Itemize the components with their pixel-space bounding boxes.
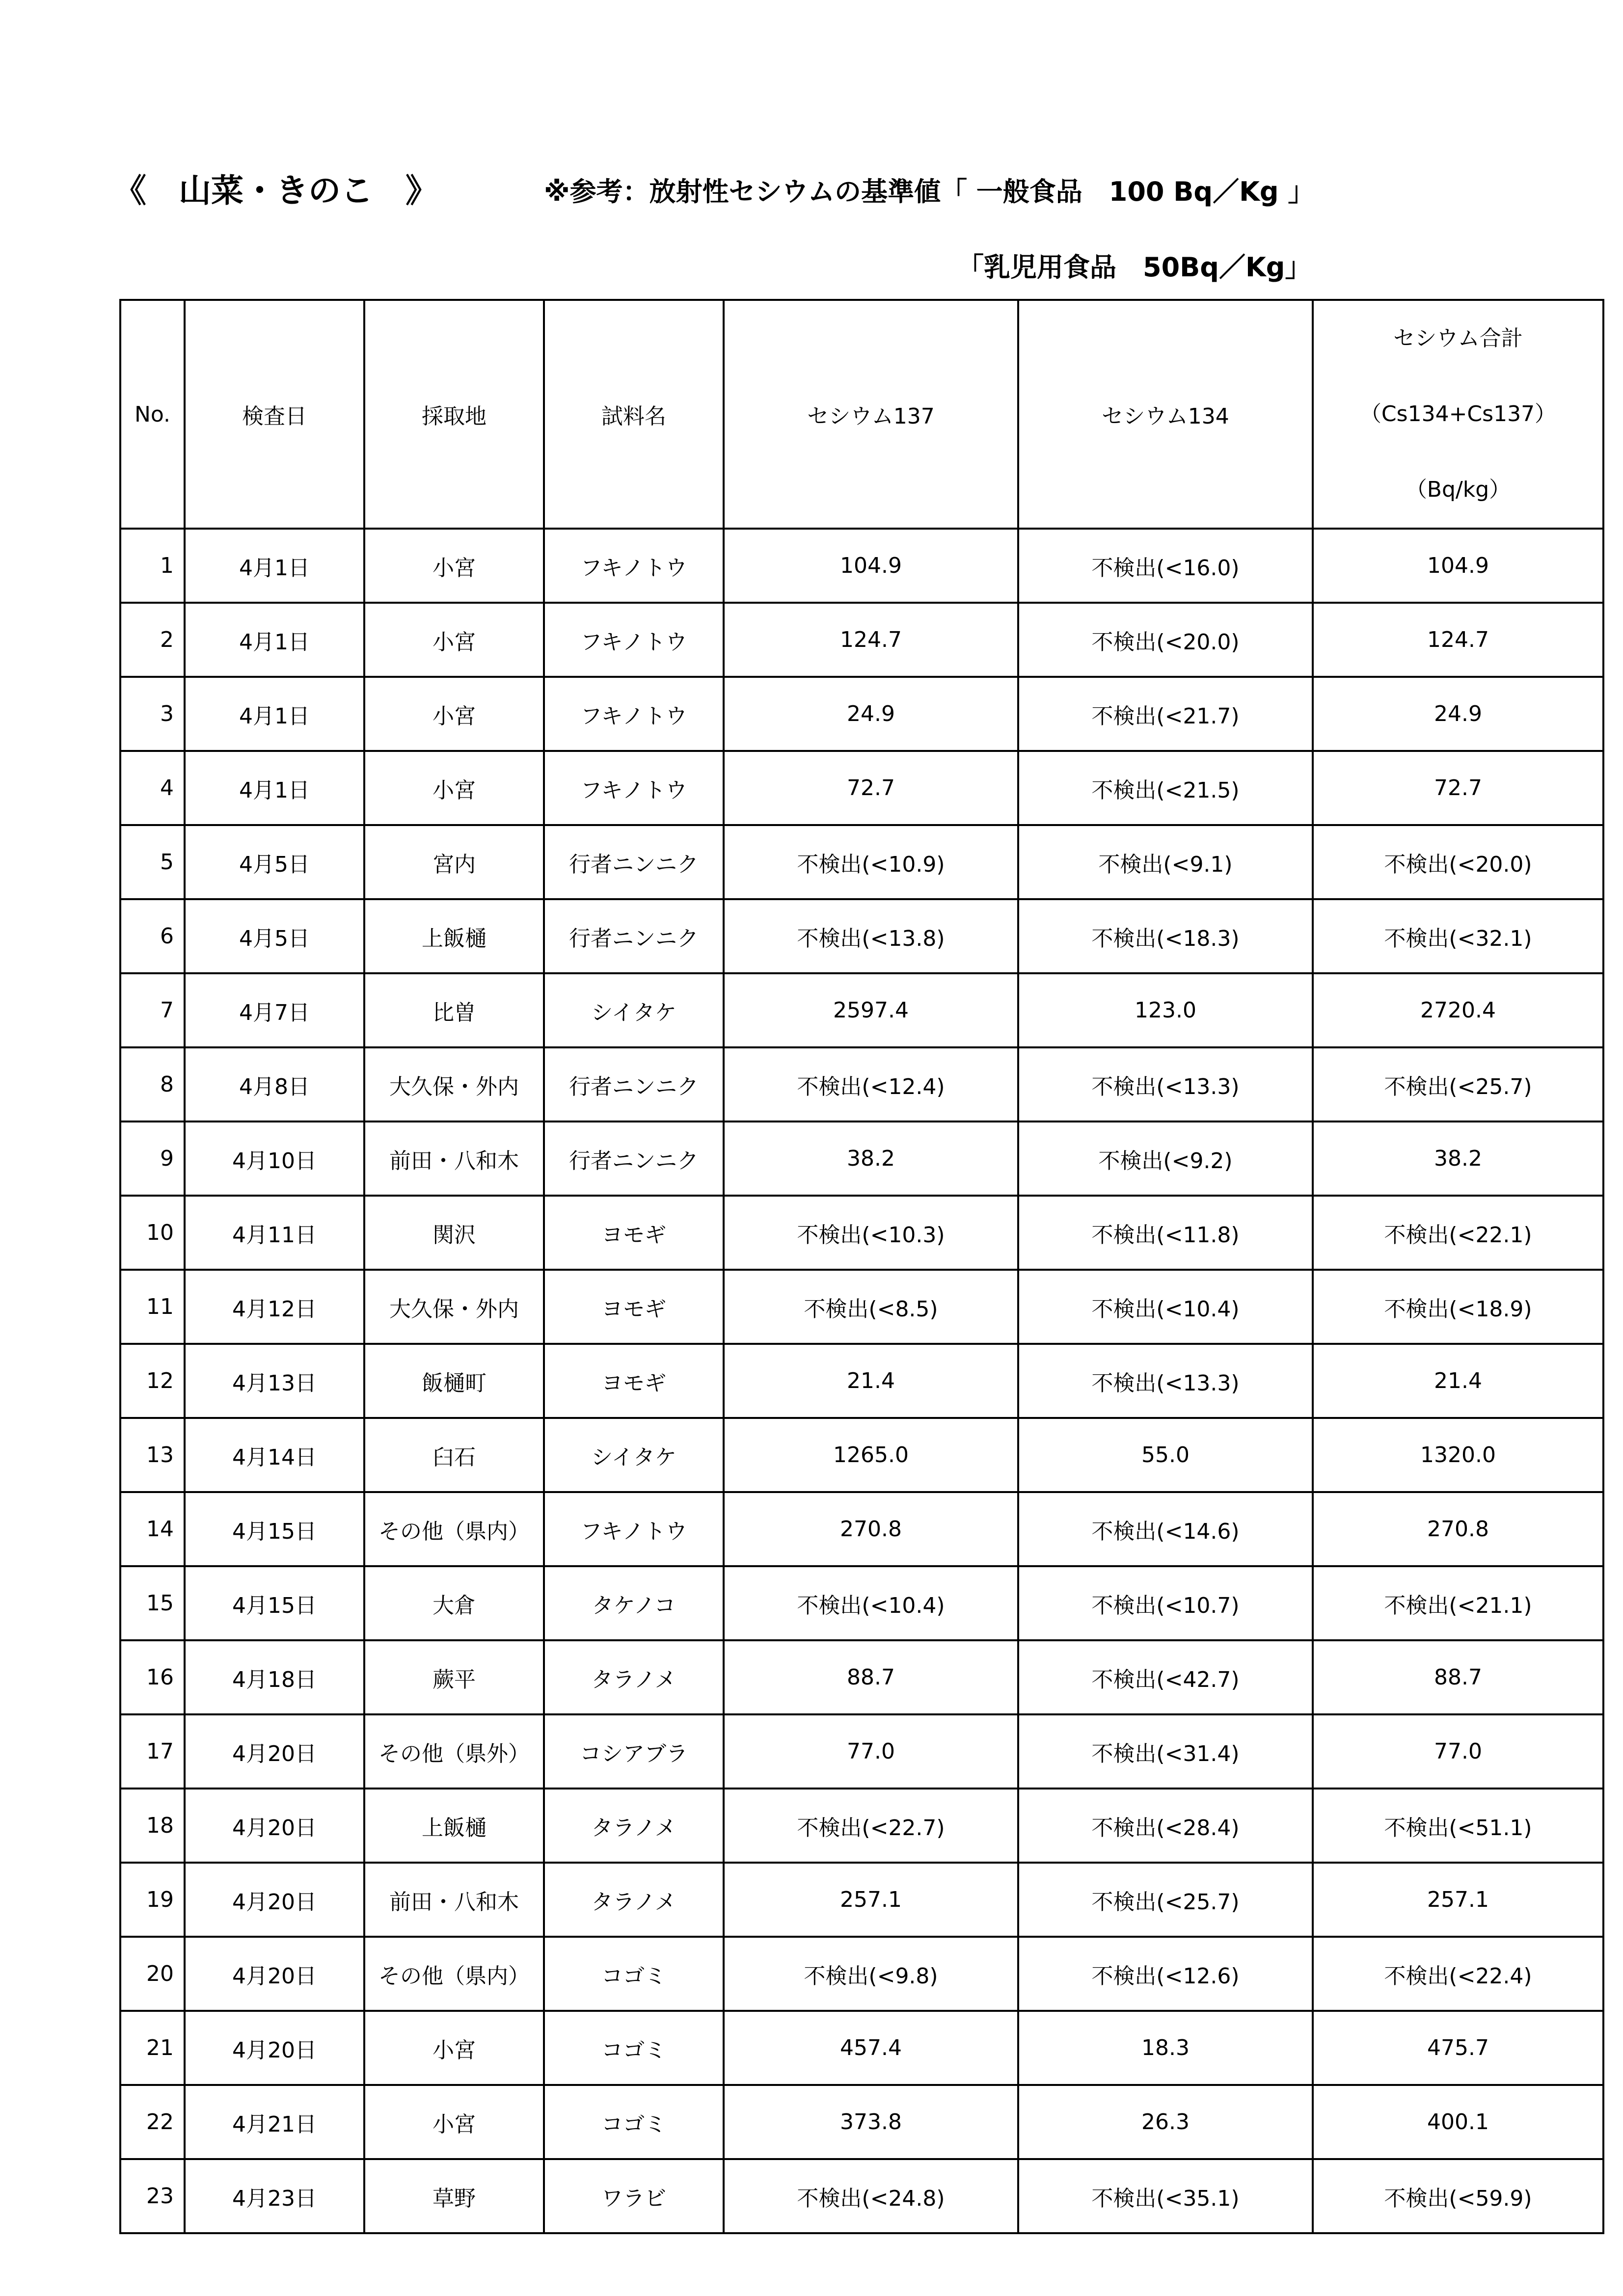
cell-sample: シイタケ (544, 1418, 724, 1492)
page-title: 《 山菜・きのこ 》 (114, 172, 438, 210)
cell-no: 23 (120, 2159, 185, 2233)
cell-no: 17 (120, 1714, 185, 1789)
cell-date: 4月20日 (185, 1863, 364, 1937)
cell-date: 4月12日 (185, 1270, 364, 1344)
cell-date: 4月15日 (185, 1492, 364, 1566)
table-row (120, 2159, 1603, 2233)
cell-cs137: 373.8 (724, 2085, 1018, 2159)
cell-no: 4 (120, 751, 185, 825)
cell-cs134: 不検出(<21.7) (1018, 677, 1313, 751)
cell-location: 小宮 (364, 529, 544, 603)
cell-date: 4月8日 (185, 1047, 364, 1121)
cell-cs134: 不検出(<13.3) (1018, 1047, 1313, 1121)
header-sample: 試料名 (544, 300, 724, 529)
cell-total: 不検出(<22.4) (1313, 1937, 1603, 2011)
header-cs134: セシウム134 (1018, 300, 1313, 529)
cell-no: 15 (120, 1566, 185, 1640)
cell-date: 4月20日 (185, 1714, 364, 1789)
cell-cs134: 不検出(<9.2) (1018, 1121, 1313, 1196)
cell-cs134: 55.0 (1018, 1418, 1313, 1492)
cell-cs134: 不検出(<42.7) (1018, 1640, 1313, 1714)
cell-cs134: 不検出(<18.3) (1018, 899, 1313, 973)
cell-date: 4月21日 (185, 2085, 364, 2159)
table-row (120, 1863, 1603, 1937)
cell-no: 20 (120, 1937, 185, 2011)
table-row (120, 1047, 1603, 1121)
cell-cs134: 不検出(<10.4) (1018, 1270, 1313, 1344)
cell-location: 前田・八和木 (364, 1863, 544, 1937)
cell-sample: フキノトウ (544, 603, 724, 677)
cell-total: 88.7 (1313, 1640, 1603, 1714)
results-table (119, 299, 1604, 2234)
cell-location: 大倉 (364, 1566, 544, 1640)
header-total-label: セシウム合計 (1393, 326, 1523, 351)
table-row (120, 677, 1603, 751)
cell-total: 不検出(<21.1) (1313, 1566, 1603, 1640)
cell-date: 4月5日 (185, 899, 364, 973)
cell-cs134: 不検出(<12.6) (1018, 1937, 1313, 2011)
cell-cs134: 不検出(<10.7) (1018, 1566, 1313, 1640)
cell-no: 1 (120, 529, 185, 603)
cell-cs137: 77.0 (724, 1714, 1018, 1789)
cell-no: 8 (120, 1047, 185, 1121)
table-row (120, 1344, 1603, 1418)
table-row (120, 1714, 1603, 1789)
cell-location: 草野 (364, 2159, 544, 2233)
cell-total: 2720.4 (1313, 973, 1603, 1047)
cell-cs137: 104.9 (724, 529, 1018, 603)
cell-cs134: 不検出(<31.4) (1018, 1714, 1313, 1789)
cell-cs137: 不検出(<10.9) (724, 825, 1018, 899)
header-total-formula: （Cs134+Cs137） (1359, 401, 1557, 427)
cell-cs134: 18.3 (1018, 2011, 1313, 2085)
cell-no: 13 (120, 1418, 185, 1492)
header-total-unit: （Bq/kg） (1405, 477, 1511, 502)
cell-sample: ヨモギ (544, 1344, 724, 1418)
cell-total: 24.9 (1313, 677, 1603, 751)
cell-cs137: 1265.0 (724, 1418, 1018, 1492)
cell-total: 270.8 (1313, 1492, 1603, 1566)
cell-location: 関沢 (364, 1196, 544, 1270)
cell-date: 4月14日 (185, 1418, 364, 1492)
cell-sample: コゴミ (544, 2085, 724, 2159)
cell-date: 4月1日 (185, 677, 364, 751)
table-row (120, 899, 1603, 973)
cell-location: その他（県外） (364, 1714, 544, 1789)
cell-date: 4月20日 (185, 1937, 364, 2011)
cell-total: 257.1 (1313, 1863, 1603, 1937)
table-row (120, 1640, 1603, 1714)
cell-sample: コシアブラ (544, 1714, 724, 1789)
reference-standard-infant: 「乳児用食品 50Bq／Kg」 (957, 252, 1312, 283)
cell-cs134: 不検出(<25.7) (1018, 1863, 1313, 1937)
cell-cs134: 不検出(<13.3) (1018, 1344, 1313, 1418)
table-row (120, 1121, 1603, 1196)
table-row (120, 973, 1603, 1047)
table-row (120, 1196, 1603, 1270)
cell-sample: タケノコ (544, 1566, 724, 1640)
cell-cs137: 457.4 (724, 2011, 1018, 2085)
cell-sample: タラノメ (544, 1640, 724, 1714)
table-row (120, 1492, 1603, 1566)
cell-location: 臼石 (364, 1418, 544, 1492)
cell-sample: 行者ニンニク (544, 1047, 724, 1121)
cell-cs137: 不検出(<10.4) (724, 1566, 1018, 1640)
table-row (120, 529, 1603, 603)
cell-sample: コゴミ (544, 1937, 724, 2011)
cell-total: 72.7 (1313, 751, 1603, 825)
cell-no: 7 (120, 973, 185, 1047)
table-row (120, 603, 1603, 677)
cell-cs137: 不検出(<9.8) (724, 1937, 1018, 2011)
cell-total: 不検出(<51.1) (1313, 1789, 1603, 1863)
cell-cs134: 不検出(<21.5) (1018, 751, 1313, 825)
cell-cs137: 2597.4 (724, 973, 1018, 1047)
cell-cs134: 不検出(<9.1) (1018, 825, 1313, 899)
cell-sample: フキノトウ (544, 751, 724, 825)
table-row (120, 1566, 1603, 1640)
cell-location: 小宮 (364, 2085, 544, 2159)
cell-location: 宮内 (364, 825, 544, 899)
cell-no: 18 (120, 1789, 185, 1863)
cell-cs137: 270.8 (724, 1492, 1018, 1566)
cell-cs137: 不検出(<22.7) (724, 1789, 1018, 1863)
cell-no: 14 (120, 1492, 185, 1566)
cell-location: 飯樋町 (364, 1344, 544, 1418)
cell-no: 22 (120, 2085, 185, 2159)
cell-sample: フキノトウ (544, 677, 724, 751)
cell-no: 10 (120, 1196, 185, 1270)
cell-cs134: 123.0 (1018, 973, 1313, 1047)
cell-no: 3 (120, 677, 185, 751)
cell-date: 4月10日 (185, 1121, 364, 1196)
cell-total: 不検出(<20.0) (1313, 825, 1603, 899)
cell-no: 12 (120, 1344, 185, 1418)
cell-total: 400.1 (1313, 2085, 1603, 2159)
table-body (120, 529, 1603, 2233)
cell-sample: ワラビ (544, 2159, 724, 2233)
cell-date: 4月7日 (185, 973, 364, 1047)
cell-date: 4月5日 (185, 825, 364, 899)
table-row (120, 2085, 1603, 2159)
cell-location: 小宮 (364, 751, 544, 825)
cell-date: 4月13日 (185, 1344, 364, 1418)
table-row (120, 1789, 1603, 1863)
cell-location: 小宮 (364, 2011, 544, 2085)
table-row (120, 825, 1603, 899)
cell-location: 上飯樋 (364, 899, 544, 973)
cell-date: 4月15日 (185, 1566, 364, 1640)
cell-date: 4月1日 (185, 603, 364, 677)
cell-location: 上飯樋 (364, 1789, 544, 1863)
cell-location: 蕨平 (364, 1640, 544, 1714)
table-row (120, 1937, 1603, 2011)
cell-cs137: 88.7 (724, 1640, 1018, 1714)
cell-sample: タラノメ (544, 1789, 724, 1863)
table-row (120, 1270, 1603, 1344)
cell-date: 4月23日 (185, 2159, 364, 2233)
cell-cs137: 21.4 (724, 1344, 1018, 1418)
cell-total: 不検出(<25.7) (1313, 1047, 1603, 1121)
cell-no: 9 (120, 1121, 185, 1196)
cell-date: 4月20日 (185, 2011, 364, 2085)
cell-total: 77.0 (1313, 1714, 1603, 1789)
cell-cs137: 38.2 (724, 1121, 1018, 1196)
cell-date: 4月11日 (185, 1196, 364, 1270)
header-cs137: セシウム137 (724, 300, 1018, 529)
header-date: 検査日 (185, 300, 364, 529)
cell-no: 11 (120, 1270, 185, 1344)
header-location: 採取地 (364, 300, 544, 529)
cell-cs137: 不検出(<24.8) (724, 2159, 1018, 2233)
cell-cs137: 不検出(<12.4) (724, 1047, 1018, 1121)
cell-cs137: 不検出(<8.5) (724, 1270, 1018, 1344)
cell-no: 2 (120, 603, 185, 677)
cell-cs134: 不検出(<28.4) (1018, 1789, 1313, 1863)
cell-cs134: 不検出(<35.1) (1018, 2159, 1313, 2233)
cell-cs134: 不検出(<20.0) (1018, 603, 1313, 677)
cell-cs134: 不検出(<14.6) (1018, 1492, 1313, 1566)
cell-sample: タラノメ (544, 1863, 724, 1937)
cell-total: 不検出(<59.9) (1313, 2159, 1603, 2233)
cell-total: 124.7 (1313, 603, 1603, 677)
cell-date: 4月1日 (185, 529, 364, 603)
cell-sample: 行者ニンニク (544, 825, 724, 899)
cell-location: その他（県内） (364, 1492, 544, 1566)
header-total (1313, 300, 1603, 529)
cell-sample: シイタケ (544, 973, 724, 1047)
cell-cs137: 不検出(<10.3) (724, 1196, 1018, 1270)
cell-total: 不検出(<32.1) (1313, 899, 1603, 973)
cell-date: 4月20日 (185, 1789, 364, 1863)
cell-cs134: 不検出(<11.8) (1018, 1196, 1313, 1270)
cell-sample: 行者ニンニク (544, 899, 724, 973)
cell-total: 不検出(<18.9) (1313, 1270, 1603, 1344)
cell-location: 大久保・外内 (364, 1047, 544, 1121)
cell-sample: 行者ニンニク (544, 1121, 724, 1196)
cell-no: 19 (120, 1863, 185, 1937)
table-row (120, 1418, 1603, 1492)
cell-no: 21 (120, 2011, 185, 2085)
table-row (120, 2011, 1603, 2085)
cell-no: 6 (120, 899, 185, 973)
cell-cs134: 26.3 (1018, 2085, 1313, 2159)
cell-no: 5 (120, 825, 185, 899)
cell-date: 4月18日 (185, 1640, 364, 1714)
reference-standard-general: ※参考：放射性セシウムの基準値「 一般食品 100 Bq／Kg 」 (544, 176, 1315, 207)
cell-total: 1320.0 (1313, 1418, 1603, 1492)
cell-location: 比曽 (364, 973, 544, 1047)
cell-cs137: 24.9 (724, 677, 1018, 751)
cell-cs137: 不検出(<13.8) (724, 899, 1018, 973)
cell-cs137: 124.7 (724, 603, 1018, 677)
cell-location: 小宮 (364, 603, 544, 677)
cell-total: 38.2 (1313, 1121, 1603, 1196)
cell-sample: ヨモギ (544, 1270, 724, 1344)
table-row (120, 751, 1603, 825)
header-row (120, 300, 1603, 529)
cell-cs134: 不検出(<16.0) (1018, 529, 1313, 603)
cell-date: 4月1日 (185, 751, 364, 825)
cell-total: 不検出(<22.1) (1313, 1196, 1603, 1270)
header-no: No. (120, 300, 185, 529)
cell-sample: フキノトウ (544, 1492, 724, 1566)
cell-total: 104.9 (1313, 529, 1603, 603)
cell-cs137: 257.1 (724, 1863, 1018, 1937)
cell-location: 大久保・外内 (364, 1270, 544, 1344)
cell-total: 475.7 (1313, 2011, 1603, 2085)
cell-location: その他（県内） (364, 1937, 544, 2011)
cell-location: 前田・八和木 (364, 1121, 544, 1196)
cell-sample: ヨモギ (544, 1196, 724, 1270)
cell-cs137: 72.7 (724, 751, 1018, 825)
cell-sample: コゴミ (544, 2011, 724, 2085)
cell-location: 小宮 (364, 677, 544, 751)
cell-total: 21.4 (1313, 1344, 1603, 1418)
cell-no: 16 (120, 1640, 185, 1714)
cell-sample: フキノトウ (544, 529, 724, 603)
